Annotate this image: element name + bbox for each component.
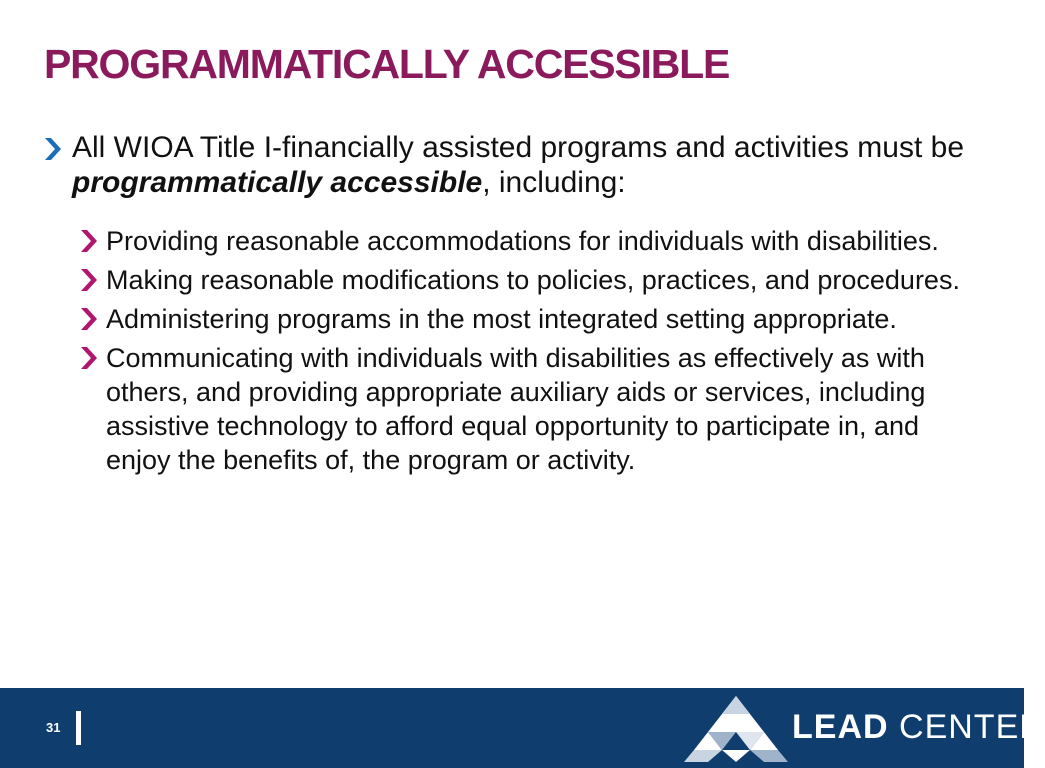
logo-text [792,708,1045,747]
main-bullet-text-before: All WIOA Title I-financially assisted programs and activities must be [72,131,965,164]
chevron-right-icon [80,346,98,370]
chevron-right-icon [80,229,98,253]
chevron-right-icon [80,307,98,331]
sub-bullet-item [78,341,968,477]
chevron-right-icon [44,137,62,161]
main-bullet-emphasis: programmatically accessible [72,166,483,199]
lead-center-logo-icon [684,692,788,764]
page-number: 31 [46,720,61,735]
logo-text-center: CENTER [899,708,1045,746]
sub-bullet-text: Providing reasonable accommodations for individuals with disabilities. [106,226,939,256]
sub-bullet-item [78,263,968,297]
main-bullet-text [72,130,974,200]
sub-bullet-item [78,224,968,258]
main-bullet-text-after: , including: [482,166,626,199]
sub-bullet-text: Making reasonable modifications to policies, practices, and procedures. [106,265,960,295]
footer-bar [0,688,1045,768]
slide-title: PROGRAMMATICALLY ACCESSIBLE [44,41,730,87]
sub-bullet-text: Communicating with individuals with disabilities as effectively as with others, and providing appropriate auxiliary aids or services, including assistive technology to afford equal opportunity to participate in, and enjoy the benefits of, the program or activity. [106,343,926,475]
page-number-divider [76,711,81,745]
main-bullet [44,130,974,200]
logo-text-lead: LEAD [792,708,889,746]
sub-bullet-item [78,302,968,336]
sub-bullet-text: Administering programs in the most integrated setting appropriate. [106,304,897,334]
sub-bullet-list [78,224,968,482]
chevron-right-icon [80,268,98,292]
